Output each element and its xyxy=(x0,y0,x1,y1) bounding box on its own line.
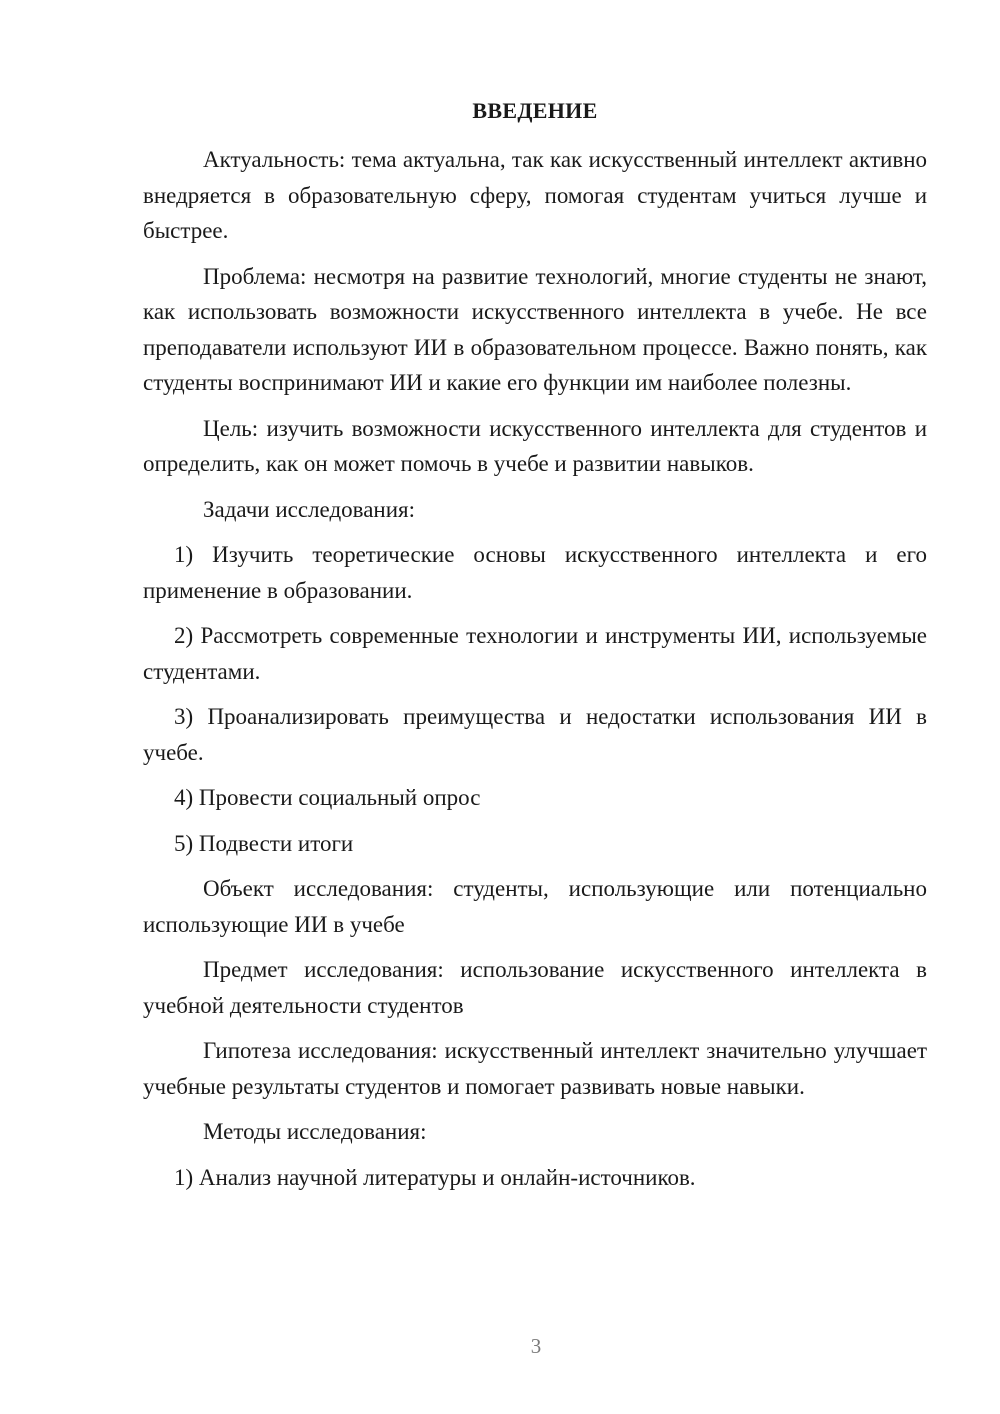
paragraph-problem: Проблема: несмотря на развитие технологий, многие студенты не знают, как использовать возможности искусственного интеллекта в учебе. Не все преподаватели используют ИИ в образовательном процессе. Важно понять, как студенты воспринимают ИИ и какие его функции им наиболее полезны. xyxy=(143,263,927,395)
paragraph-subject: Предмет исследования: использование искусственного интеллекта в учебной деятельности студентов xyxy=(143,957,927,1018)
methods-heading: Методы исследования: xyxy=(203,1119,427,1144)
document-body xyxy=(143,142,927,1205)
paragraph-goal: Цель: изучить возможности искусственного интеллекта для студентов и определить, как он может помочь в учебе и развитии навыков. xyxy=(143,415,927,476)
method-item: 1) Анализ научной литературы и онлайн-источников. xyxy=(174,1164,696,1190)
paragraph-relevance: Актуальность: тема актуальна, так как искусственный интеллект активно внедряется в образовательную сферу, помогая студентам учиться лучше и быстрее. xyxy=(143,147,927,243)
paragraph-hypothesis: Гипотеза исследования: искусственный интеллект значительно улучшает учебные результаты студентов и помогает развивать новые навыки. xyxy=(143,1038,927,1099)
page-title: ВВЕДЕНИЕ xyxy=(472,98,598,123)
task-item: 1) Изучить теоретические основы искусственного интеллекта и его применение в образовании. xyxy=(143,542,927,603)
paragraph-object: Объект исследования: студенты, использующие или потенциально использующие ИИ в учебе xyxy=(143,876,927,937)
tasks-heading: Задачи исследования: xyxy=(203,496,416,522)
task-item: 3) Проанализировать преимущества и недостатки использования ИИ в учебе. xyxy=(143,704,927,765)
task-item: 4) Провести социальный опрос xyxy=(174,785,481,810)
task-item: 5) Подвести итоги xyxy=(174,830,354,856)
task-item: 2) Рассмотреть современные технологии и инструменты ИИ, используемые студентами. xyxy=(143,623,927,684)
page-number: 3 xyxy=(530,1334,542,1358)
